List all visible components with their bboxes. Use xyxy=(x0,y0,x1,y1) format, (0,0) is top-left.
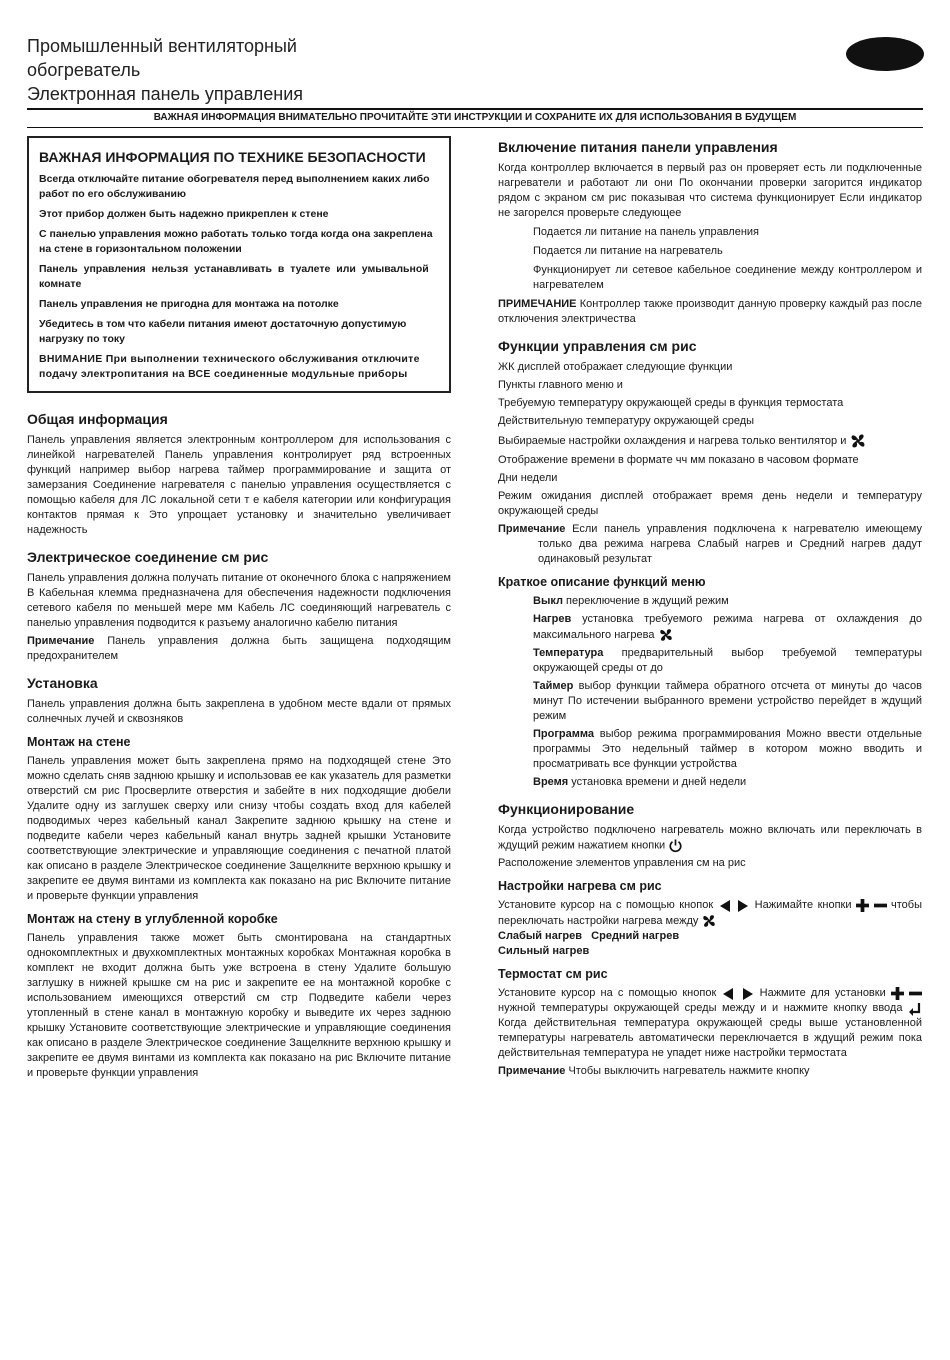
wall-title: Монтаж на стене xyxy=(27,735,131,749)
heat-text-1: Установите курсор на с помощью кнопок xyxy=(498,899,714,912)
thermostat-title: Термостат см рис xyxy=(498,967,608,982)
safety-item: С панелью управления можно работать только тогда когда она закреплена на стене в горизонтальном положении xyxy=(39,228,433,255)
menu-item-label: Программа xyxy=(533,728,595,740)
electric-note xyxy=(27,634,451,664)
functions-line-fan xyxy=(498,432,922,450)
safety-item: Этот прибор должен быть надежно прикреплен к стене xyxy=(39,208,329,220)
menu-item-text: выбор функции таймера обратного отсчета от минуты до часов минут По истечении выбранного времени устройство перейдет в ждущий режим xyxy=(533,680,922,722)
heat-text-3: чтобы переключать настройки нагрева между xyxy=(498,899,922,928)
header-rule-top xyxy=(27,108,923,110)
recessed-title: Монтаж на стену в углубленной коробке xyxy=(27,912,278,926)
safety-item: Панель управления не пригодна для монтажа на потолке xyxy=(39,298,339,310)
fan-icon xyxy=(658,627,674,643)
thermostat-note-label: Примечание xyxy=(498,1065,566,1078)
important-notice: ВАЖНАЯ ИНФОРМАЦИЯ ВНИМАТЕЛЬНО ПРОЧИТАЙТЕ ЭТИ ИНСТРУКЦИИ И СОХРАНИТЕ ИХ ДЛЯ ИСПОЛЬЗОВАНИЯ В БУДУЩЕМ xyxy=(153,112,797,123)
arrow-right-icon xyxy=(741,987,755,1001)
install-title: Установка xyxy=(27,675,98,691)
thermostat-text-1: Установите курсор на с помощью кнопок xyxy=(498,987,717,1000)
functions-line: Дни недели xyxy=(498,472,558,484)
operation-text-main: Когда устройство подключено нагреватель можно включать или переключать в ждущий режим нажатием кнопки xyxy=(498,824,922,852)
operation-text xyxy=(498,823,922,853)
functions-line: Требуемую температуру окружающей среды в функция термостата xyxy=(498,397,844,409)
power-check: Подается ли питание на панель управления xyxy=(533,226,759,238)
electric-title: Электрическое соединение см рис xyxy=(27,549,269,565)
functions-note-label: Примечание xyxy=(498,523,566,535)
header-rule-bottom xyxy=(27,127,923,128)
power-note xyxy=(498,297,922,327)
menu-item xyxy=(498,594,922,609)
functions-note-text: Если панель управления подключена к нагревателю имеющему только два режима нагрева Слабый нагрев и Средний нагрев дадут одинаковый результат xyxy=(538,523,922,565)
thermostat-text xyxy=(498,986,922,1061)
install-text: Панель управления должна быть закреплена в удобном месте вдали от прямых солнечных лучей и сквозняков xyxy=(27,698,451,725)
thermostat-text-4: нажмите кнопку ввода xyxy=(783,1002,903,1015)
language-badge xyxy=(846,37,924,71)
arrow-left-icon xyxy=(718,899,732,913)
thermostat-text-3: нужной температуры окружающей среды между и и xyxy=(498,1002,779,1015)
right-column xyxy=(498,138,922,1082)
arrow-right-icon xyxy=(736,899,750,913)
safety-item: Панель управления нельзя устанавливать в туалете или умывальной комнате xyxy=(39,263,429,290)
functions-line: Пункты главного меню и xyxy=(498,379,623,391)
thermostat-text-2: Нажмите для установки xyxy=(759,987,886,1000)
menu-item-text: выбор режима программирования Можно ввести отдельные программы Это недельный таймер в котором можно вводить и просматривать все функции устройства xyxy=(533,728,922,770)
safety-item: ВНИМАНИЕ При выполнении технического обслуживания отключите подачу электропитания на ВСЕ соединенные модульные приборы xyxy=(39,353,420,380)
functions-note xyxy=(498,522,922,567)
menu-item-label: Выкл xyxy=(533,595,563,607)
plus-icon xyxy=(891,987,904,1000)
power-icon xyxy=(668,838,683,853)
power-check: Функционирует ли сетевое кабельное соединение между контроллером и нагревателем xyxy=(533,264,922,291)
safety-box xyxy=(27,136,451,393)
menu-item-label: Таймер xyxy=(533,680,574,692)
fan-icon xyxy=(849,432,867,450)
menu-item-text: предварительный выбор требуемой температуры окружающей среды от до xyxy=(533,647,922,674)
heat-option-medium: Средний нагрев xyxy=(591,930,680,943)
functions-line: Выбираемые настройки охлаждения и нагрева только вентилятор и xyxy=(498,434,847,447)
thermostat-text-5: Когда действительная температура окружающей среды выше установленной температуры нагреватель автоматически переключается в ждущий режим пока действительная температура не упадет ниже настройки термостата xyxy=(498,1017,922,1060)
safety-item: Убедитесь в том что кабели питания имеют достаточную допустимую нагрузку по току xyxy=(39,318,407,345)
enter-icon xyxy=(908,1002,922,1016)
functions-line: Отображение времени в формате чч мм показано в часовом формате xyxy=(498,454,859,466)
menu-title: Краткое описание функций меню xyxy=(498,575,706,589)
electric-note-label: Примечание xyxy=(27,635,95,647)
left-column xyxy=(27,136,451,1084)
document-title xyxy=(27,34,303,106)
operation-location: Расположение элементов управления см на рис xyxy=(498,857,746,870)
heat-title: Настройки нагрева см рис xyxy=(498,879,662,894)
plus-icon xyxy=(856,899,869,912)
power-on-text: Когда контроллер включается в первый раз он проверяет есть ли подключенные нагреватели и работают ли они По окончании проверки загорится индикатор рядом с экраном см рис показывая что система функционирует Если индикатор не загорелся проверьте следующее xyxy=(498,162,922,219)
thermostat-note xyxy=(498,1064,922,1079)
power-note-text: Контроллер также производит данную проверку каждый раз после отключения электричества xyxy=(498,298,922,325)
menu-item-label: Температура xyxy=(533,647,604,659)
functions-line: Действительную температуру окружающей среды xyxy=(498,415,755,427)
title-line-2: обогреватель xyxy=(27,60,141,80)
title-line-3: Электронная панель управления xyxy=(27,84,304,104)
menu-item-text: установка требуемого режима нагрева от охлаждения до максимального нагрева xyxy=(533,613,922,641)
functions-line: Режим ожидания дисплей отображает время день недели и температуру окружающей среды xyxy=(498,490,922,517)
menu-item xyxy=(498,775,922,790)
general-text: Панель управления является электронным контроллером для использования с линейкой нагревателей Панель управления контролирует ряд встроенных функций например выбор нагрева таймер программирование и защита от замерзания Соединение нагревателя с панелью управления осуществляется с помощью кабеля для ЛС локальной сети т е кабеля категории или конфигурация контактов прямая к Это упрощает установку и значительно увеличивает надежность xyxy=(27,434,451,536)
electric-note-text: Панель управления должна быть защищена подходящим предохранителем xyxy=(27,635,451,662)
functions-title: Функции управления см рис xyxy=(498,338,697,354)
menu-item xyxy=(498,727,922,772)
title-line-1: Промышленный вентиляторный xyxy=(27,36,297,56)
menu-item xyxy=(498,679,922,724)
thermostat-note-text: Чтобы выключить нагреватель нажмите кнопку xyxy=(568,1065,810,1078)
power-check: Подается ли питание на нагреватель xyxy=(533,245,723,257)
operation-title: Функционирование xyxy=(498,801,635,817)
fan-icon xyxy=(701,913,717,929)
heat-option-weak: Слабый нагрев xyxy=(498,930,582,943)
menu-item-text: установка времени и дней недели xyxy=(571,776,747,788)
safety-title: ВАЖНАЯ ИНФОРМАЦИЯ ПО ТЕХНИКЕ БЕЗОПАСНОСТИ xyxy=(39,149,426,165)
electric-text: Панель управления должна получать питание от оконечного блока с напряжением В Кабельная клемма предназначена для обеспечения надежности подключения сетевого кабеля по меньшей мере мм Кабель ЛС соединяющий нагреватель с панелью управления подводится к разъему аналогично кабелю питания xyxy=(27,572,451,629)
menu-item xyxy=(498,646,922,676)
heat-option-strong: Сильный нагрев xyxy=(498,945,590,958)
menu-item-label: Время xyxy=(533,776,569,788)
heat-text-2: Нажимайте кнопки xyxy=(754,899,852,912)
arrow-left-icon xyxy=(721,987,735,1001)
menu-item xyxy=(498,612,922,643)
menu-item-text: переключение в ждущий режим xyxy=(566,595,729,607)
menu-item-label: Нагрев xyxy=(533,613,572,625)
recessed-text: Панель управления также может быть смонтирована на стандартных однокомплектных и двухкомплектных монтажных коробках Монтажная коробка в комплект не входит должна быть уже встроена в стену Удалите большую заглушку в нижней крышке см на рис и закрепите ее на монтажной коробке с использованием имеющихся отверстий см стр Подведите кабели через утопленный в стене канал в монтажную коробку и выведите их через заднюю крышку Установите соответствующие электрические и управляющие соединения как описано в разделе Электрическое соединение Защелкните верхнюю крышку и закрепите ее двумя винтами из комплекта как показано на рис Включите питание и проверьте функции управления xyxy=(27,932,451,1079)
general-title: Общая информация xyxy=(27,411,168,427)
power-on-title: Включение питания панели управления xyxy=(498,139,778,155)
power-note-label: ПРИМЕЧАНИЕ xyxy=(498,298,577,310)
safety-item: Всегда отключайте питание обогревателя перед выполнением каких либо работ по его обслуживанию xyxy=(39,173,430,200)
wall-text: Панель управления может быть закреплена прямо на подходящей стене Это можно сделать сняв заднюю крышку и использовав ее как указатель для разметки отверстий см рис Просверлите отверстия и забейте в них подходящие дюбели Удалите одну из заглушек сверху или снизу чтобы создать вход для кабелей подводимых через кабельный канал Закрепите заднюю крышку на стене и подведите кабели через кабельный канал внутрь задней крышки Установите соответствующие электрические и управляющие соединения с печатной платой как описано в разделе Электрическое соединение Защелкните верхнюю крышку и закрепите ее двумя винтами из комплекта как показано на рис Включите питание и проверьте функции управления xyxy=(27,755,451,902)
minus-icon xyxy=(909,987,922,1000)
minus-icon xyxy=(874,899,887,912)
heat-text xyxy=(498,898,922,959)
functions-line: ЖК дисплей отображает следующие функции xyxy=(498,361,733,373)
